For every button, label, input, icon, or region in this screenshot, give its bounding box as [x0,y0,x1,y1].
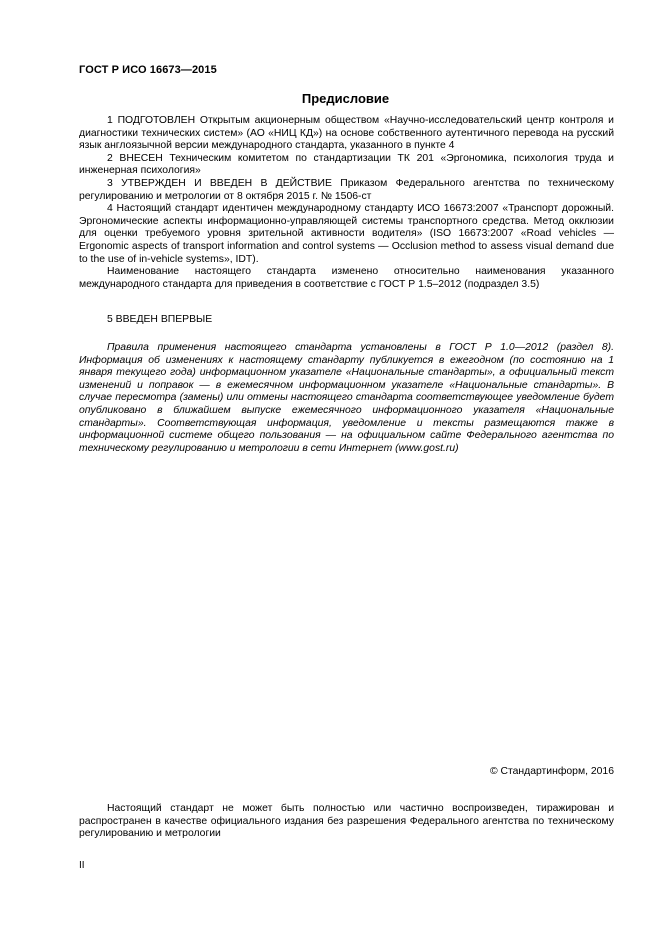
page-title: Предисловие [301,91,390,106]
foreword-paragraphs [79,115,614,291]
paragraph-name-change: Наименование настоящего стандарта изменено относительно наименования указанного международного стандарта для приведения в соответствие с ГОСТ Р 1.5–2012 (подраздел 3.5) [79,266,614,290]
application-rules-block [79,342,614,455]
reproduction-restriction [79,803,614,841]
paragraph-submitted-by: 2 ВНЕСЕН Техническим комитетом по стандартизации ТК 201 «Эргономика, психология труда и инженерная психология» [79,152,614,177]
restriction-text: Настоящий стандарт не может быть полностью или частично воспроизведен, тиражирован и распространен в качестве официального издания без разрешения Федерального агентства по техническому регулированию и метрологии [79,803,614,840]
application-rules-text: Правила применения настоящего стандарта установлены в ГОСТ Р 1.0—2012 (раздел 8). Информация об изменениях к настоящему стандарту публикуется в ежегодном (по состоянию на 1 января текущего года) информационном указателе «Национальные стандарты», а официальный текст изменений и поправок — в ежемесячном информационном указателе «Национальные стандарты». В случае пересмотра (замены) или отмены настоящего стандарта соответствующее уведомление будет опубликовано в ближайшем выпуске ежемесячного информационного указателя «Национальные стандарты». Соответствующая информация, уведомление и тексты размещаются также в информационной системе общего пользования — на официальном сайте Федерального агентства по техническому регулированию и метрологии в сети Интернет (www.gost.ru) [79,342,614,454]
page-number: II [79,860,85,871]
standard-number-header: ГОСТ Р ИСО 16673—2015 [79,64,217,76]
copyright-notice: © Стандартинформ, 2016 [489,766,614,777]
paragraph-identical-standard: 4 Настоящий стандарт идентичен международному стандарту ИСО 16673:2007 «Транспорт дорожный. Эргономические аспекты информационно-управляющей системы транспортного средства. Метод окклюзии для оценки требуемого уровня зрительной активности водителя» (ISO 16673:2007 «Road vehicles — Ergonomic aspects of transport information and control systems — Occlusion method to assess visual demand due to the use of in-vehicle systems», IDT). [79,203,614,265]
paragraph-prepared-by: 1 ПОДГОТОВЛЕН Открытым акционерным обществом «Научно-исследовательский центр контроля и диагностики технических систем» (АО «НИЦ КД») на основе собственного аутентичного перевода на русский язык англоязычной версии международного стандарта, указанного в пункте 4 [79,115,614,152]
first-edition-note: 5 ВВЕДЕН ВПЕРВЫЕ [107,314,213,325]
paragraph-approved: 3 УТВЕРЖДЕН И ВВЕДЕН В ДЕЙСТВИЕ Приказом Федерального агентства по техническому регулированию и метрологии от 8 октября 2015 г. № 1506-ст [79,177,614,202]
